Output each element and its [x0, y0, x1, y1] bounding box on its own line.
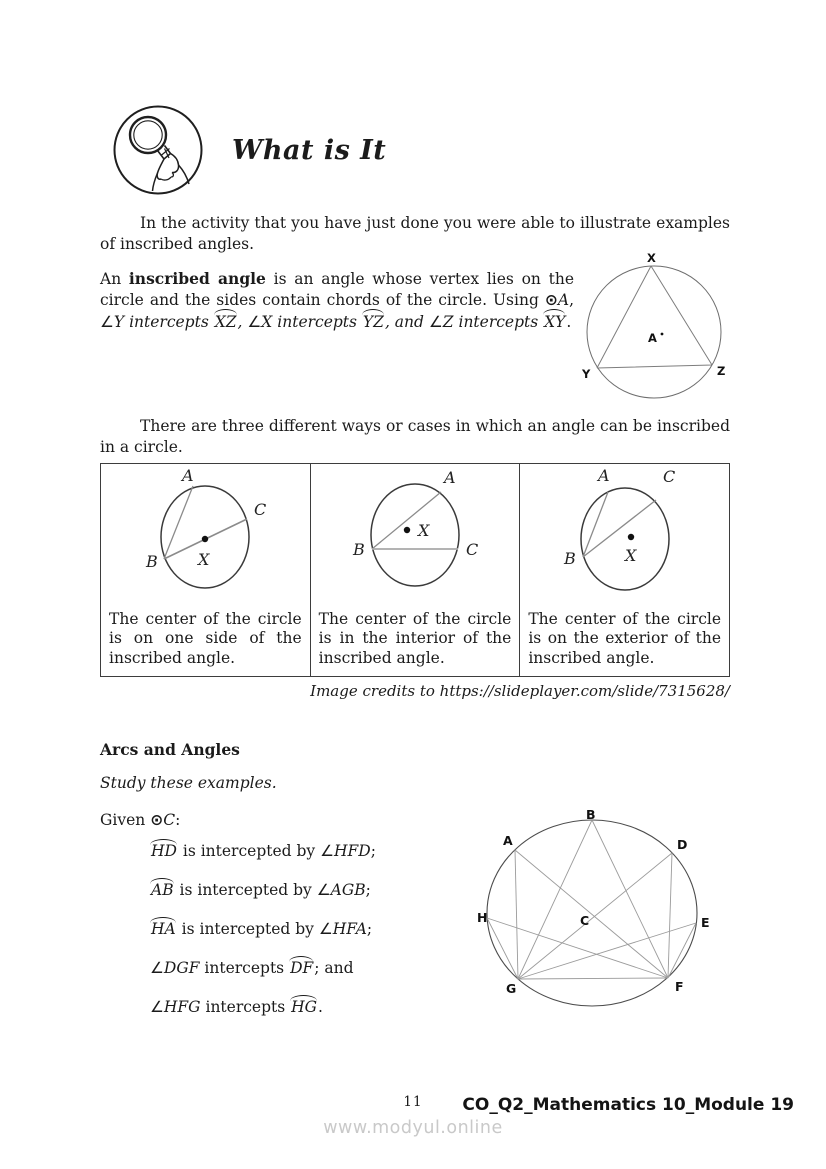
- page-number: 11: [403, 1094, 423, 1110]
- angle-symbol: ∠: [247, 312, 262, 331]
- angle-symbol: ∠: [428, 312, 443, 331]
- svg-text:A: A: [503, 832, 513, 848]
- svg-text:H: H: [477, 909, 488, 925]
- angle-symbol: ∠: [316, 880, 331, 899]
- definition-paragraph: An inscribed angle is an angle whose vertex lies on the circle and the sides contain chords of the circle. Using ⊙A, ∠Y intercepts XZ, ∠X intercepts YZ, and ∠Z intercepts XY.: [100, 268, 574, 333]
- svg-text:E: E: [701, 914, 710, 930]
- svg-text:Y: Y: [582, 366, 591, 381]
- example-line: HA is intercepted by ∠HFA;: [151, 919, 373, 938]
- study-examples-line: Study these examples.: [100, 773, 277, 792]
- image-credit: Image credits to https://slideplayer.com/slide/7315628/: [310, 681, 730, 700]
- intro-paragraph: In the activity that you have just done you were able to illustrate examples of inscribed angles.: [100, 214, 730, 254]
- case-diagram-interior: [320, 467, 510, 607]
- definition-row: [100, 251, 730, 402]
- arc-notation: DF: [290, 958, 314, 977]
- case-diagram-one-side: [110, 467, 300, 607]
- angle-symbol: ∠: [150, 958, 164, 977]
- angle-symbol: ∠: [320, 841, 335, 860]
- circle-dot-symbol: ⊙: [150, 810, 164, 829]
- example-line: AB is intercepted by ∠AGB;: [151, 880, 371, 899]
- arcs-circle-diagram: [477, 810, 712, 1015]
- angle-symbol: ∠: [100, 312, 114, 331]
- svg-text:X: X: [624, 545, 637, 565]
- svg-text:A: A: [444, 467, 456, 487]
- arc-notation: HA: [151, 919, 176, 938]
- svg-text:C: C: [580, 912, 590, 928]
- angle-symbol: ∠: [150, 997, 164, 1016]
- arc-notation: XZ: [214, 312, 238, 333]
- svg-text:C: C: [254, 499, 267, 519]
- section-header: [112, 104, 730, 196]
- svg-text:A: A: [597, 466, 610, 485]
- example-line: ∠HFG intercepts HG.: [150, 997, 323, 1016]
- section-title: What is It: [232, 134, 387, 166]
- case-cell-interior: [310, 464, 520, 676]
- arc-notation: YZ: [362, 312, 385, 333]
- case-diagram-exterior: [530, 467, 720, 607]
- watermark: www.modyul.online: [323, 1118, 503, 1138]
- cases-table: [100, 463, 730, 677]
- triangle-circle-diagram: [578, 252, 730, 402]
- examples-list: [100, 842, 477, 1037]
- svg-text:X: X: [198, 549, 210, 569]
- three-ways-paragraph: There are three different ways or cases in which an angle can be inscribed in a circle.: [100, 416, 730, 457]
- example-line: HD is intercepted by ∠HFD;: [151, 841, 376, 860]
- svg-text:Z: Z: [717, 363, 726, 378]
- arcs-angles-heading: Arcs and Angles: [100, 739, 240, 759]
- svg-text:B: B: [586, 809, 596, 822]
- inscribed-angle-term: inscribed angle: [128, 268, 266, 288]
- svg-text:A: A: [182, 466, 194, 485]
- svg-text:C: C: [466, 539, 479, 559]
- svg-text:B: B: [146, 551, 159, 571]
- case-text: The center of the circle is on the exterior of the inscribed angle.: [528, 609, 722, 668]
- circle-dot-symbol: ⊙: [544, 291, 558, 310]
- case-cell-exterior: [519, 464, 729, 676]
- svg-text:A: A: [648, 330, 657, 345]
- magnifier-hand-icon: [112, 104, 204, 196]
- given-line: Given ⊙C:: [100, 810, 181, 829]
- example-line: ∠DGF intercepts DF; and: [150, 958, 354, 977]
- svg-text:C: C: [662, 466, 675, 486]
- svg-text:F: F: [675, 978, 684, 994]
- svg-text:X: X: [418, 520, 430, 540]
- svg-text:G: G: [506, 980, 517, 996]
- svg-text:D: D: [677, 836, 688, 852]
- angle-symbol: ∠: [318, 919, 333, 938]
- arc-notation: XY: [543, 312, 566, 333]
- arc-notation: HD: [151, 841, 177, 860]
- svg-text:X: X: [647, 251, 656, 265]
- arc-notation: AB: [151, 880, 174, 899]
- arc-notation: HG: [291, 997, 318, 1016]
- module-code: CO_Q2_Mathematics 10_Module 19: [462, 1095, 794, 1115]
- svg-text:B: B: [353, 539, 365, 559]
- case-cell-one-side: [101, 464, 310, 676]
- svg-text:B: B: [563, 548, 576, 568]
- case-text: The center of the circle is on one side of the inscribed angle.: [109, 609, 302, 668]
- case-text: The center of the circle is in the interior of the inscribed angle.: [318, 609, 512, 668]
